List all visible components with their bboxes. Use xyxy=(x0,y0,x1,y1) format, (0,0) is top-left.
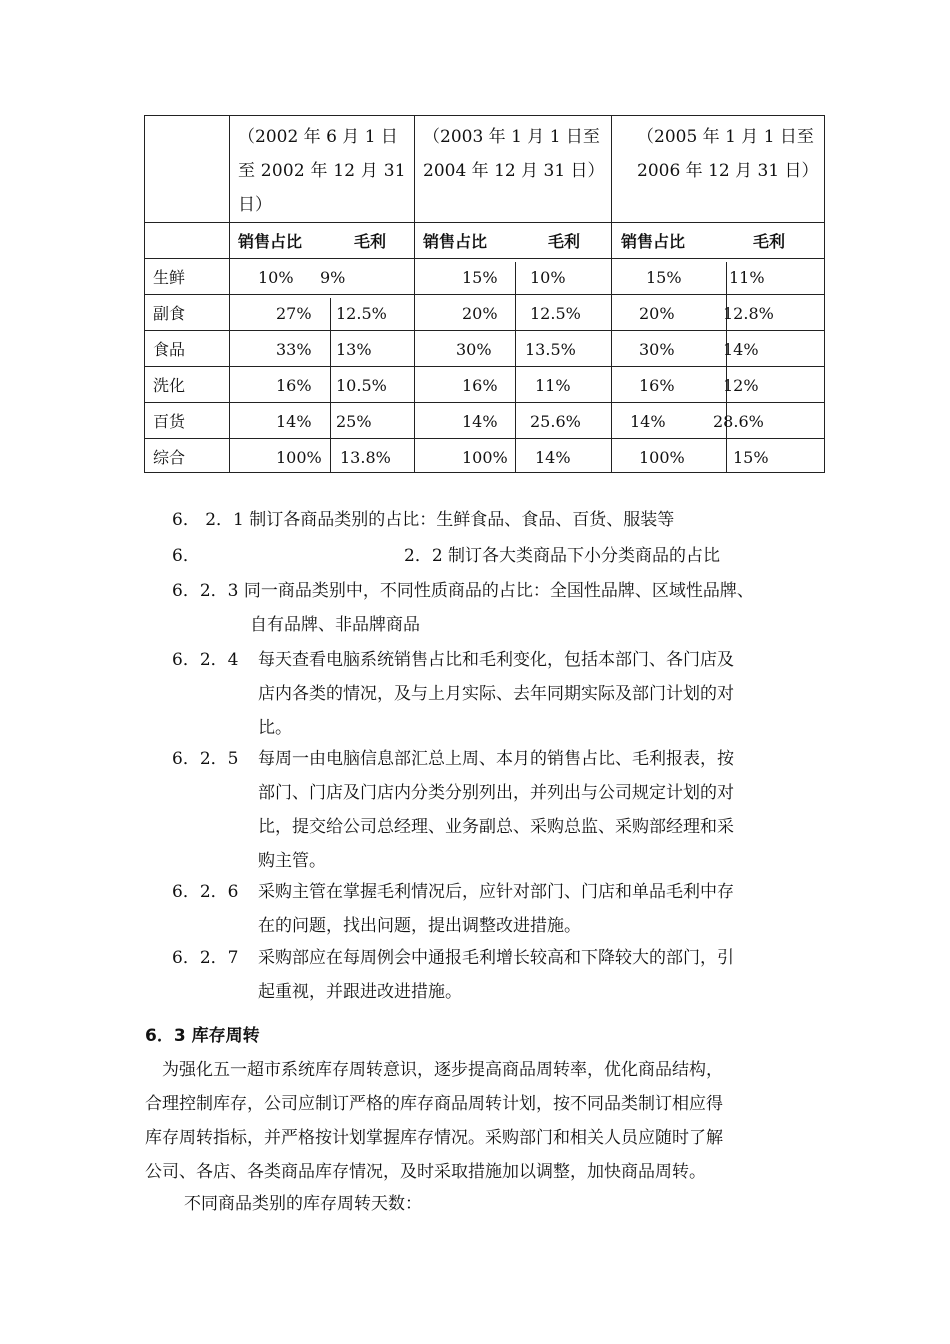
list-item-6-2-3-continued: 自有品牌、非品牌商品 xyxy=(250,615,420,635)
table-cell: 27% xyxy=(276,304,312,323)
table-rule xyxy=(515,262,516,473)
sub-header-gross-margin: 毛利 xyxy=(548,232,581,251)
list-item-6-2-7-number: 6．2．7 xyxy=(172,948,239,968)
row-category: 百货 xyxy=(153,412,186,431)
period-header-line: （2003 年 1 月 1 日至 xyxy=(423,127,600,147)
row-category: 综合 xyxy=(153,448,186,467)
table-cell: 13% xyxy=(336,340,372,359)
table-cell: 100% xyxy=(462,448,508,467)
table-cell: 10% xyxy=(530,268,566,287)
table-cell: 30% xyxy=(639,340,675,359)
text-line: 店内各类的情况，及与上月实际、去年同期实际及部门计划的对 xyxy=(258,684,734,704)
table-cell: 20% xyxy=(462,304,498,323)
sub-header-gross-margin: 毛利 xyxy=(753,232,786,251)
list-item-6-2-5-number: 6．2．5 xyxy=(172,749,239,769)
text-line: 公司、各店、各类商品库存情况，及时采取措施加以调整，加快商品周转。 xyxy=(145,1162,706,1182)
table-cell: 25.6% xyxy=(530,412,581,431)
section-heading: 6．3 库存周转 xyxy=(145,1026,260,1046)
table-cell: 14% xyxy=(723,340,759,359)
table-cell: 12.8% xyxy=(723,304,774,323)
list-item-6-2-7-text xyxy=(258,941,734,1009)
text-line: 比，提交给公司总经理、业务副总、采购总监、采购部经理和采 xyxy=(258,817,734,837)
text-line: 起重视，并跟进改进措施。 xyxy=(258,982,462,1002)
table-cell: 14% xyxy=(276,412,312,431)
row-category: 食品 xyxy=(153,340,186,359)
period-header-line: （2002 年 6 月 1 日 xyxy=(238,127,398,147)
row-category: 洗化 xyxy=(153,376,186,395)
section-paragraph xyxy=(145,1053,723,1189)
list-item-6-2-4-text xyxy=(258,643,734,745)
list-item-6-2-6-number: 6．2．6 xyxy=(172,882,239,902)
text-line: 采购主管在掌握毛利情况后，应针对部门、门店和单品毛利中存 xyxy=(258,882,734,902)
text-line: 在的问题，找出问题，提出调整改进措施。 xyxy=(258,916,581,936)
table-cell: 20% xyxy=(639,304,675,323)
table-border-left xyxy=(144,115,145,473)
table-border-top xyxy=(144,115,825,116)
table-cell: 28.6% xyxy=(713,412,764,431)
table-cell: 14% xyxy=(462,412,498,431)
text-line: 购主管。 xyxy=(258,851,326,871)
table-border-right xyxy=(824,115,825,473)
table-cell: 11% xyxy=(729,268,765,287)
table-cell: 33% xyxy=(276,340,312,359)
text-line: 为强化五一超市系统库存周转意识，逐步提高商品周转率，优化商品结构， xyxy=(162,1060,723,1080)
sub-header-gross-margin: 毛利 xyxy=(354,232,387,251)
table-rule xyxy=(611,115,612,473)
list-item-6-2-4-number: 6．2．4 xyxy=(172,650,239,670)
text-line: 比。 xyxy=(258,718,292,738)
period-header-line: 2006 年 12 月 31 日） xyxy=(637,161,819,181)
table-cell: 14% xyxy=(630,412,666,431)
list-item-6-2-5-text xyxy=(258,742,734,878)
list-item-6-2-3: 6．2．3 同一商品类别中，不同性质商品的占比：全国性品牌、区域性品牌、 xyxy=(172,581,754,601)
text-line: 每天查看电脑系统销售占比和毛利变化，包括本部门、各门店及 xyxy=(258,650,734,670)
row-category: 副食 xyxy=(153,304,186,323)
table-cell: 16% xyxy=(276,376,312,395)
text-line: 库存周转指标，并严格按计划掌握库存情况。采购部门和相关人员应随时了解 xyxy=(145,1128,723,1148)
table-cell: 100% xyxy=(276,448,322,467)
sub-header-sales-share: 销售占比 xyxy=(621,232,686,251)
period-header-1 xyxy=(238,120,406,222)
table-cell: 13.8% xyxy=(340,448,391,467)
table-rule xyxy=(229,115,230,473)
table-cell: 10% xyxy=(258,268,294,287)
table-cell: 16% xyxy=(639,376,675,395)
list-item-6-2-1: 6． 2．1 制订各商品类别的占比：生鲜食品、食品、百货、服装等 xyxy=(172,510,675,530)
period-header-line: 2004 年 12 月 31 日） xyxy=(423,161,605,181)
table-rule xyxy=(330,298,331,473)
list-item-6-2-2-number: 6． xyxy=(172,546,200,566)
text-line: 合理控制库存，公司应制订严格的库存商品周转计划，按不同品类制订相应得 xyxy=(145,1094,723,1114)
period-header-3 xyxy=(637,120,819,188)
text-line: 部门、门店及门店内分类分别列出，并列出与公司规定计划的对 xyxy=(258,783,734,803)
list-item-6-2-2-text: 2．2 制订各大类商品下小分类商品的占比 xyxy=(404,546,721,566)
period-header-line: 至 2002 年 12 月 31 xyxy=(238,161,406,181)
sub-header-sales-share: 销售占比 xyxy=(423,232,488,251)
table-cell: 9% xyxy=(320,268,346,287)
row-category: 生鲜 xyxy=(153,268,186,287)
text-line: 每周一由电脑信息部汇总上周、本月的销售占比、毛利报表，按 xyxy=(258,749,734,769)
list-item-6-2-6-text xyxy=(258,875,734,943)
table-cell: 13.5% xyxy=(525,340,576,359)
table-cell: 12.5% xyxy=(530,304,581,323)
table-cell: 25% xyxy=(336,412,372,431)
table-cell: 16% xyxy=(462,376,498,395)
period-header-line: （2005 年 1 月 1 日至 xyxy=(637,127,814,147)
period-header-2 xyxy=(423,120,605,188)
table-cell: 100% xyxy=(639,448,685,467)
table-cell: 10.5% xyxy=(336,376,387,395)
table-cell: 15% xyxy=(646,268,682,287)
table-rule xyxy=(726,262,727,473)
table-cell: 11% xyxy=(535,376,571,395)
table-cell: 12% xyxy=(723,376,759,395)
table-rule xyxy=(144,222,825,223)
sub-header-sales-share: 销售占比 xyxy=(238,232,303,251)
table-cell: 14% xyxy=(535,448,571,467)
table-cell: 30% xyxy=(456,340,492,359)
section-last-line: 不同商品类别的库存周转天数： xyxy=(184,1194,422,1214)
text-line: 采购部应在每周例会中通报毛利增长较高和下降较大的部门，引 xyxy=(258,948,734,968)
table-cell: 15% xyxy=(462,268,498,287)
table-cell: 15% xyxy=(733,448,769,467)
period-header-line: 日） xyxy=(238,195,272,215)
table-rule xyxy=(414,115,415,473)
table-cell: 12.5% xyxy=(336,304,387,323)
